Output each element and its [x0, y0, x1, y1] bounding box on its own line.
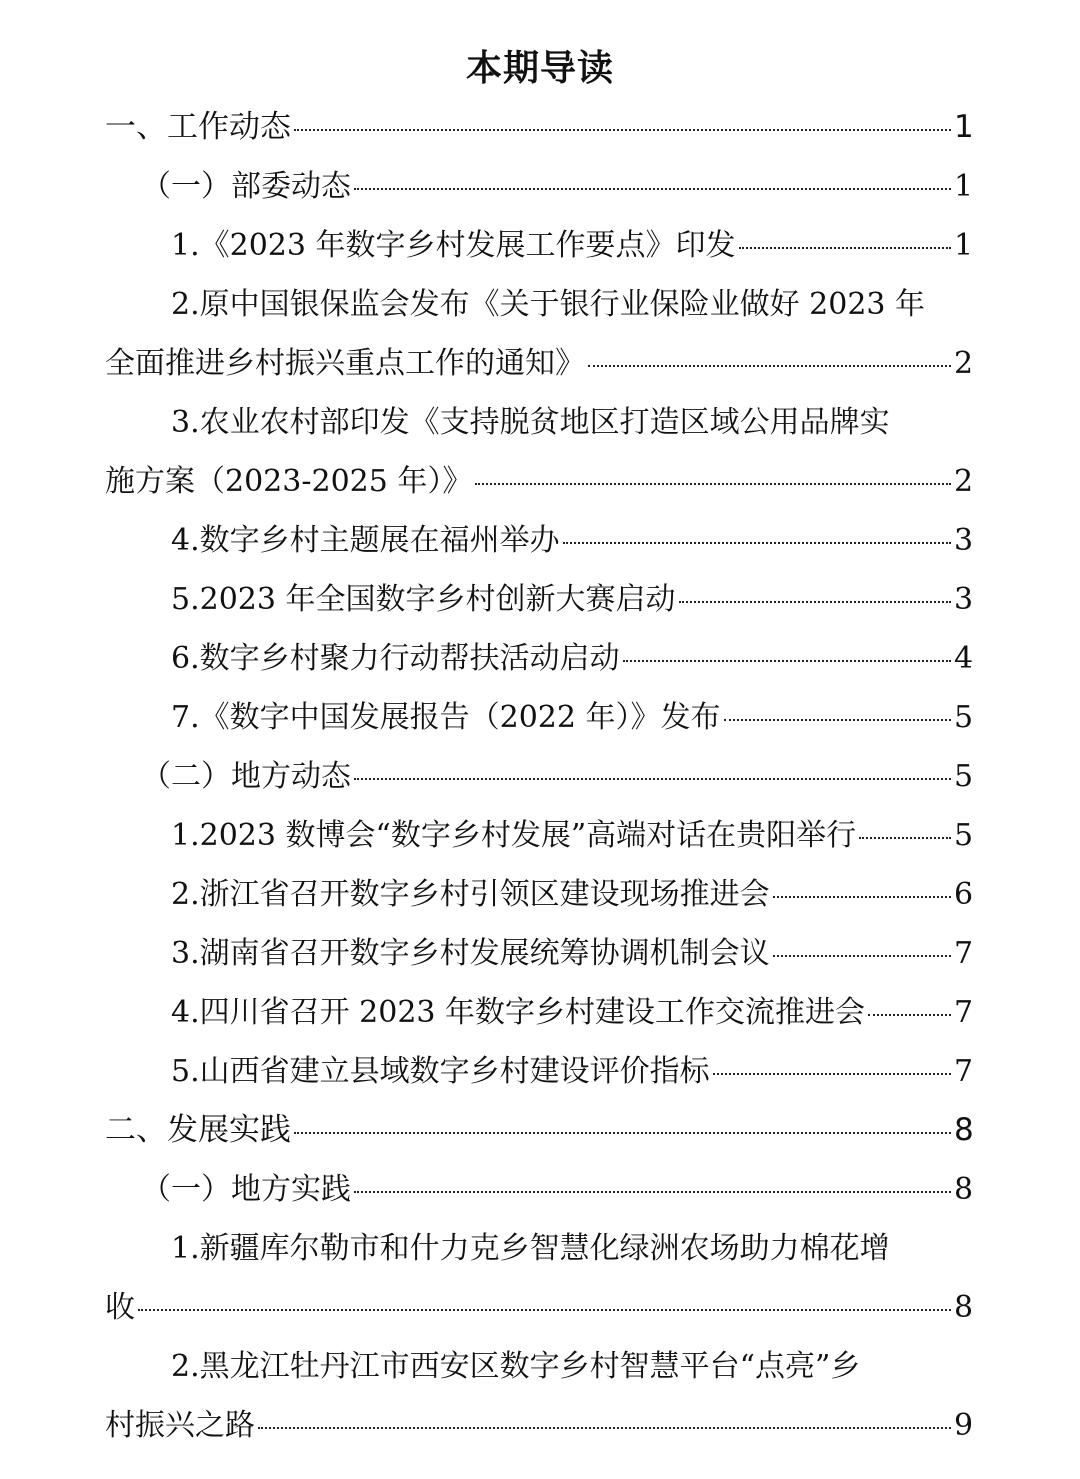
dot-leader — [354, 1191, 951, 1193]
page-title: 本期导读 — [465, 48, 614, 89]
toc-entry-item[interactable] — [105, 983, 978, 1042]
toc-page-number: 9 — [954, 1408, 974, 1443]
dot-leader — [713, 1073, 951, 1075]
dot-leader — [739, 247, 951, 249]
toc-entry-text-line2: 村振兴之路 — [105, 1408, 255, 1443]
toc-entry-text: 7.《数字中国发展报告（2022 年）》发布 — [171, 700, 721, 735]
dot-leader — [294, 1132, 951, 1134]
toc-page-number: 5 — [954, 818, 974, 853]
toc-entry-item[interactable] — [105, 629, 978, 688]
toc-page-number: 1 — [954, 109, 974, 145]
toc-entry-text-line2: 施方案（2023-2025 年）》 — [105, 464, 473, 499]
toc-entry-item[interactable] — [105, 865, 978, 924]
toc-entry-text: 2.浙江省召开数字乡村引领区建设现场推进会 — [171, 877, 770, 912]
toc-entry-text: 3.湖南省召开数字乡村发展统筹协调机制会议 — [171, 936, 770, 971]
dot-leader — [868, 1014, 951, 1016]
dot-leader — [294, 129, 951, 131]
toc-entry-text: 6.数字乡村聚力行动帮扶活动启动 — [171, 641, 620, 676]
toc-entry-item[interactable] — [105, 1042, 978, 1101]
dot-leader — [354, 188, 951, 190]
dot-leader — [679, 601, 951, 603]
toc-entry-section-2[interactable] — [105, 1101, 978, 1160]
toc-entry-text-line1: 1.新疆库尔勒市和什力克乡智慧化绿洲农场助力棉花增 — [171, 1231, 890, 1266]
toc-entry-item[interactable] — [105, 216, 978, 275]
toc-entry-text: 1.2023 数博会“数字乡村发展”高端对话在贵阳举行 — [171, 818, 857, 853]
toc-entry-item[interactable] — [105, 393, 978, 511]
toc-entry-text: 4.数字乡村主题展在福州举办 — [171, 523, 560, 558]
toc-entry-item[interactable] — [105, 1337, 978, 1455]
toc-entry-item[interactable] — [105, 275, 978, 393]
dot-leader — [773, 955, 951, 957]
toc-page-number: 1 — [954, 228, 974, 263]
toc-entry-text: （一）地方实践 — [141, 1172, 351, 1207]
dot-leader — [588, 365, 951, 367]
toc-entry-text: 二、发展实践 — [105, 1112, 291, 1148]
toc-entry-text: （一）部委动态 — [141, 169, 351, 204]
toc-entry-item[interactable] — [105, 1219, 978, 1337]
toc-entry-text: 4.四川省召开 2023 年数字乡村建设工作交流推进会 — [171, 995, 866, 1030]
toc-page-number: 2 — [954, 346, 974, 381]
toc-entry-text: 一、工作动态 — [105, 109, 291, 145]
toc-page-number: 8 — [954, 1172, 974, 1207]
toc-entry-subsection-practice[interactable] — [105, 1160, 978, 1219]
toc-entry-text: 5.山西省建立县域数字乡村建设评价指标 — [171, 1054, 710, 1089]
toc-page-number: 6 — [954, 877, 974, 912]
toc-entry-item[interactable] — [105, 511, 978, 570]
toc-page-number: 5 — [954, 759, 974, 794]
toc-entry-text-line1: 2.原中国银保监会发布《关于银行业保险业做好 2023 年 — [171, 287, 926, 322]
toc-page-number: 4 — [954, 641, 974, 676]
toc-entry-text-line2: 全面推进乡村振兴重点工作的通知》 — [105, 346, 585, 381]
toc-page-number: 7 — [954, 1054, 974, 1089]
toc-entry-section-1[interactable] — [105, 98, 978, 157]
dot-leader — [724, 719, 951, 721]
toc-entry-item[interactable] — [105, 806, 978, 865]
dot-leader — [475, 483, 951, 485]
toc-page-number: 7 — [954, 936, 974, 971]
toc-entry-subsection-local[interactable] — [105, 747, 978, 806]
dot-leader — [354, 778, 951, 780]
toc-page-number: 3 — [954, 582, 974, 617]
toc-entry-item[interactable] — [105, 570, 978, 629]
dot-leader — [859, 837, 951, 839]
dot-leader — [773, 896, 951, 898]
dot-leader — [138, 1309, 951, 1311]
toc-page-number: 1 — [954, 169, 974, 204]
dot-leader — [258, 1427, 951, 1429]
dot-leader — [623, 660, 951, 662]
toc-entry-item[interactable] — [105, 688, 978, 747]
toc-entry-text: 1.《2023 年数字乡村发展工作要点》印发 — [171, 228, 736, 263]
toc-page-number: 8 — [954, 1112, 974, 1148]
toc-page-number: 3 — [954, 523, 974, 558]
toc-entry-subsection-ministry[interactable] — [105, 157, 978, 216]
toc-entry-text: （二）地方动态 — [141, 759, 351, 794]
toc-entry-text-line1: 2.黑龙江牡丹江市西安区数字乡村智慧平台“点亮”乡 — [171, 1349, 861, 1384]
toc-page-number: 2 — [954, 464, 974, 499]
toc-entry-item[interactable] — [105, 924, 978, 983]
toc-entry-text-line1: 3.农业农村部印发《支持脱贫地区打造区域公用品牌实 — [171, 405, 890, 440]
dot-leader — [563, 542, 951, 544]
toc-page-number: 8 — [954, 1290, 974, 1325]
toc-page-number: 5 — [954, 700, 974, 735]
toc-entry-text: 5.2023 年全国数字乡村创新大赛启动 — [171, 582, 676, 617]
toc-entry-text-line2: 收 — [105, 1290, 135, 1325]
toc-page-number: 7 — [954, 995, 974, 1030]
